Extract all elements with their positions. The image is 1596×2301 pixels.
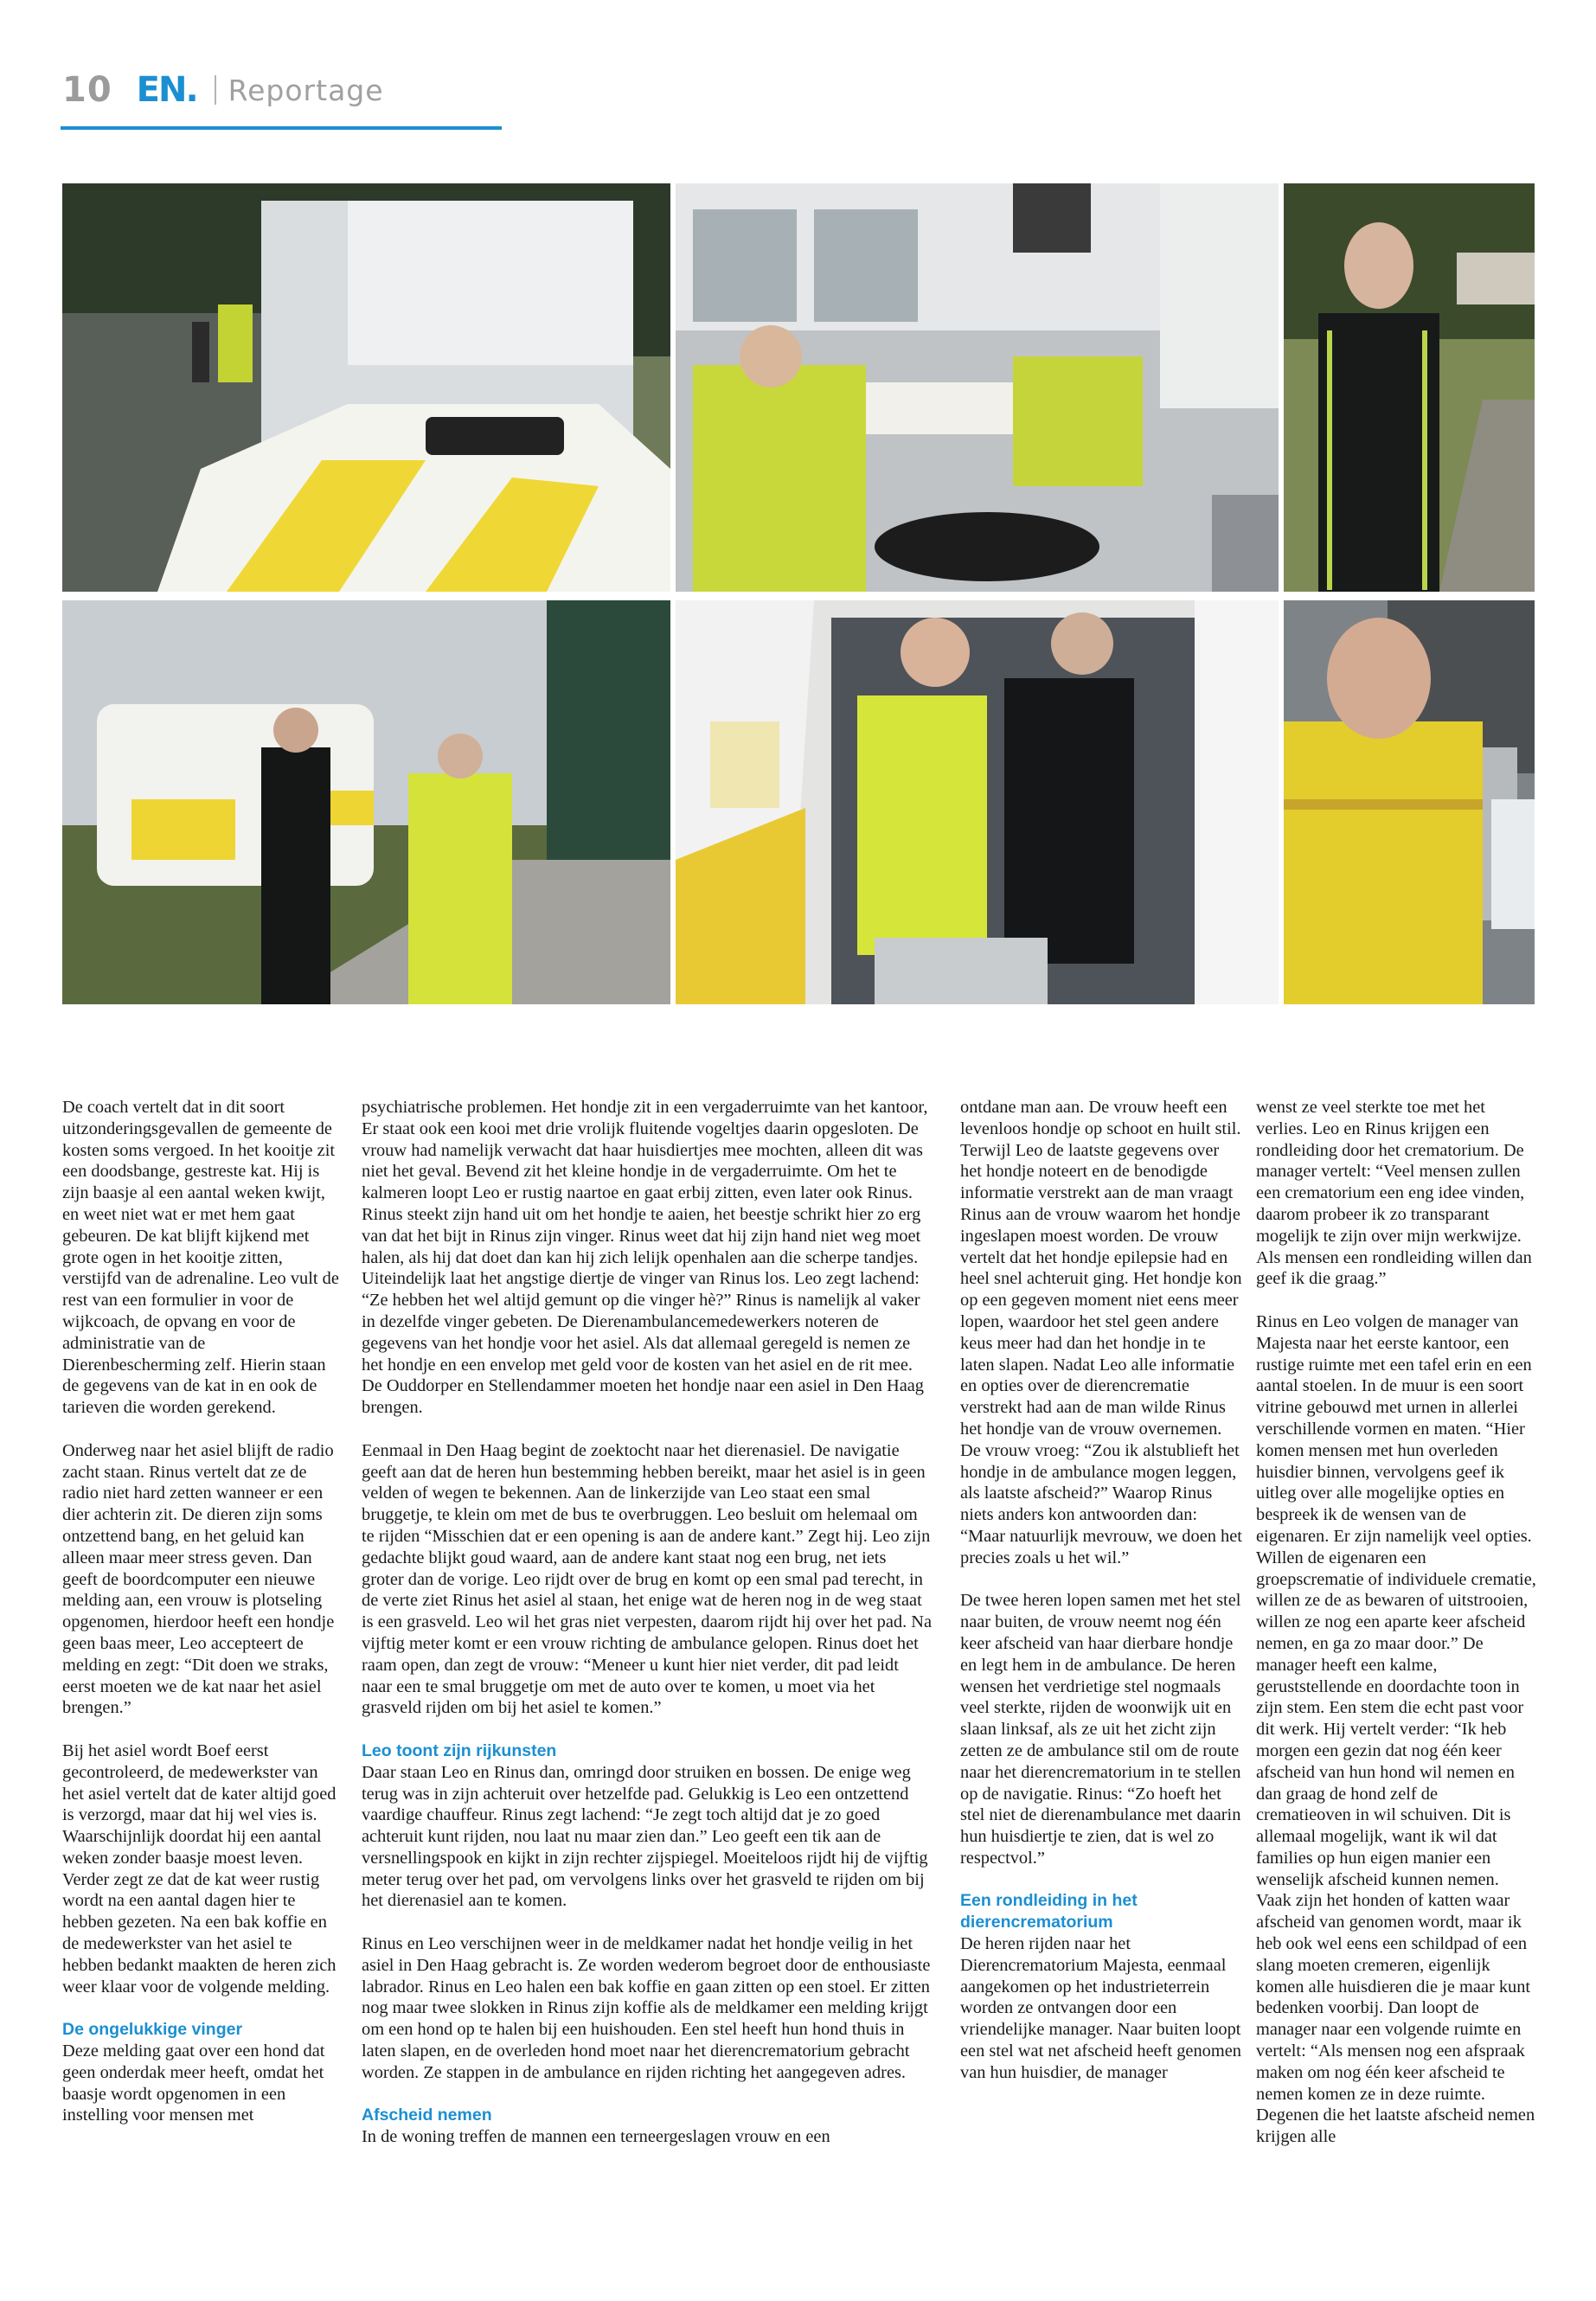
paragraph: De heren rijden naar het Dierencrematorium Majesta, eenmaal aangekomen op het industrieterrein worden ze ontvangen door een vriendelijke manager. Naar buiten loopt een stel wat net afscheid heeft genomen van hun huisdier, de manager — [960, 1934, 1241, 2082]
page-header — [62, 64, 384, 116]
paragraph: Daar staan Leo en Rinus dan, omringd door struiken en bossen. De enige weg terug was in zijn achteruit over hetzelfde pad. Gelukkig is Leo een ontzettend vaardige chauffeur. Rinus zegt lachend: “Je zegt toch altijd dat je zo goed achteruit kunt rijden, nou laat nu maar zien dan.” Leo geeft een tik aan de versnellingspook en kijkt in zijn rechter zijspiegel. Moeiteloos rijdt hij de vijftig meter terug over het pad, om vervolgens links over het grasveld te rijden om bij het dierenasiel aan te komen. — [362, 1762, 928, 1911]
paragraph: De coach vertelt dat in dit soort uitzonderingsgevallen de gemeente de kosten soms vergoed. In het kooitje zit een doodsbange, gestreste kat. Hij is zijn baasje al een aantal weken kwijt, en weet niet wat er met hem gaat gebeuren. De kat blijft kijkend met grote ogen in het kooitje zitten, verstijfd van de adrenaline. Leo vult de rest van een formulier in voor de wijkcoach, de opvang en voor de administratie van de Dierenbescherming zelf. Hierin staan de gegevens van de kat in en ook de tarieven die worden gerekend. — [62, 1098, 339, 1418]
photo-man-at-cage — [1284, 600, 1535, 1004]
article-column-2 — [362, 1097, 933, 2170]
paragraph: psychiatrische problemen. Het hondje zit in een vergaderruimte van het kantoor, Er staat ook een kooi met drie vrolijk fluitende vogeltjes daarin opgesloten. De vrouw had namelijk verwacht dat haar huisdiertjes mee mochten, alleen dit was niet het geval. Bevend zit het kleine hondje in de vergaderruimte. Om het te kalmeren loopt Leo er rustig naartoe en gaat erbij zitten, even later ook Rinus. Rinus steekt zijn hand uit om het hondje te aaien, het beestje schrikt hier zo erg van dat het bijt in Rinus zijn vinger. Rinus weet dat hij zijn hand niet weg moet halen, als hij dat doet dan kan hij zich lelijk openhalen aan die scherpe tandjes. Uiteindelijk laat het angstige diertje de vinger van Rinus los. Leo zegt lachend: “Ze hebben het wel altijd gemunt op die vinger hè?” Rinus is namelijk al vaker in dezelfde vinger gebeten. De Dierenambulancemedewerkers noteren de gegevens van het hondje voor het asiel. Als dat allemaal geregeld is nemen ze het hondje en een envelop met geld voor de kosten van het asiel en de rit mee. De Ouddorper en Stellendammer moeten het hondje naar een asiel in Den Haag brengen. — [362, 1098, 928, 1418]
photo-man-portrait — [1284, 183, 1535, 592]
paragraph: ontdane man aan. De vrouw heeft een levenloos hondje op schoot en huilt stil. Terwijl Leo de laatste gegevens over het hondje noteert en de benodigde informatie verstrekt aan de man vraagt Rinus aan de vrouw waarom het hondje ingeslapen moest worden. De vrouw vertelt dat het hondje epilepsie had en heel snel achteruit ging. Het hondje kon op een gegeven moment niet eens meer lopen, waardoor het stel geen andere keus meer had dan het hondje in te laten slapen. Nadat Leo alle informatie en opties over de dierencrematie verstrekt had aan de man wilde Rinus het hondje van de vrouw overnemen. De vrouw vroeg: “Zou ik alstublieft het hondje in de ambulance mogen leggen, als laatste afscheid?” Waarop Rinus niets anders kon antwoorden dan: “Maar natuurlijk mevrouw, we doen het precies zoals u het wil.” — [960, 1098, 1242, 1567]
subheading: Een rondleiding in het dierencrematorium — [960, 1891, 1138, 1932]
paragraph: Deze melding gaat over een hond dat geen onderdak meer heeft, omdat het baasje wordt opgenomen in een instelling voor mensen met — [62, 2041, 325, 2125]
photo-walking-to-shelter — [62, 600, 670, 1004]
page-number: 10 — [62, 70, 112, 110]
subheading: De ongelukkige vinger — [62, 2020, 243, 2040]
paragraph: Rinus en Leo volgen de manager van Majesta naar het eerste kantoor, een rustige ruimte met een tafel erin en een aantal stoelen. In de muur is een soort vitrine gebouwd met urnen in allerlei verschillende vormen en maten. “Hier komen mensen met hun overleden huisdier binnen, vervolgens geef ik uitleg over alle mogelijke opties en bespreek ik de wensen van de eigenaren. Er zijn namelijk veel opties. Willen de eigenaren een groepscrematie of individuele crematie, willen ze de as bewaren of uitstrooien, willen ze nog een aparte keer afscheid nemen, en ga zo maar door.” De manager heeft een kalme, geruststellende en doordachte toon in zijn stem. Een stem die echt past voor dit werk. Hij vertelt verder: “Ik heb morgen een gezin dat nog één keer afscheid van hun hond wil nemen en dan graag de hond zelf de crematieoven in wil schuiven. Dit is allemaal mogelijk, want ik wil dat families op hun eigen manier een wenselijk afscheid kunnen nemen. Vaak zijn het honden of katten waar afscheid van genomen wordt, maar ik heb ook wel eens een schildpad of een slang moeten cremeren, eigenlijk komen alle huisdieren die je maar kunt bedenken voorbij. Dan loopt de manager naar een volgende ruimte en vertelt: “Als mensen nog een afspraak maken om nog één keer afscheid te nemen komen ze in deze ruimte. Degenen die het laatste afscheid nemen krijgen alle — [1256, 1311, 1536, 2147]
header-rule — [61, 126, 502, 130]
paragraph: wenst ze veel sterkte toe met het verlies. Leo en Rinus krijgen een rondleiding door het crematorium. De manager vertelt: “Veel mensen zullen een crematorium een eng idee vinden, daarom probeer ik zo transparant mogelijk te zijn over mijn werkwijze. Als mensen een rondleiding willen dan geef ik die graag.” — [1256, 1098, 1532, 1289]
article-column-3 — [960, 1097, 1242, 2105]
article-column-4 — [1256, 1097, 1536, 2170]
photo-inside-van — [676, 600, 1279, 1004]
photo-meeting-room — [676, 183, 1279, 592]
header-separator — [215, 75, 216, 105]
section-label: Reportage — [228, 73, 384, 107]
paragraph: Bij het asiel wordt Boef eerst gecontroleerd, de medewerkster van het asiel vertelt dat de kater altijd goed is verzorgd, maar dat hij wel vies is. Waarschijnlijk doordat hij een aantal weken zonder baasje moest leven. Verder zegt ze dat de kat weer rustig wordt na een aantal dagen hier te hebben gezeten. Na een bak koffie en de medewerkster van het asiel te hebben bedankt maakten de heren zich weer klaar voor de volgende melding. — [62, 1740, 337, 1997]
en-logo: EN. — [136, 70, 197, 110]
paragraph: Onderweg naar het asiel blijft de radio zacht staan. Rinus vertelt dat ze de radio niet hard zetten wanneer er een dier achterin zit. De dieren zijn soms ontzettend bang, en het geluid kan alleen maar meer stress geven. Dan geeft de boordcomputer een nieuwe melding aan, een vrouw is plotseling opgenomen, hierdoor heeft een hondje geen baas meer, Leo accepteert de melding en zegt: “Dit doen we straks, eerst moeten we de kat naar het asiel brengen.” — [62, 1440, 335, 1718]
photo-ambulance-van — [62, 183, 670, 592]
paragraph: Eenmaal in Den Haag begint de zoektocht naar het dierenasiel. De navigatie geeft aan dat de heren hun bestemming hebben bereikt, maar het asiel is in geen velden of wegen te bekennen. Aan de linkerzijde van Leo staat een smal bruggetje, te klein om met de bus te overbruggen. Leo besluit om helemaal om te rijden “Misschien dat er een opening is aan de andere kant.” Zegt hij. Leo zijn gedachte blijkt goud waard, aan de andere kant staat nog een brug, net iets groter dan de vorige. Leo rijdt over de brug en komt op een smal pad terecht, in de verte ziet Rinus het asiel al staan, het enige wat de heren nog in de weg staat is een grasveld. Leo wil het gras niet verpesten, daarom rijdt hij over het pad. Na vijftig meter komt er een vrouw richting de ambulance gelopen. Rinus doet het raam open, dan zegt de vrouw: “Meneer u kunt hier niet verder, dit pad leidt naar een te smal bruggetje om met de auto over te komen, u moet via het grasveld rijden om bij het asiel te komen.” — [362, 1440, 933, 1718]
article-column-1 — [62, 1097, 343, 2148]
paragraph: In de woning treffen de mannen een terneergeslagen vrouw en een — [362, 2127, 830, 2147]
paragraph: Rinus en Leo verschijnen weer in de meldkamer nadat het hondje veilig in het asiel in Den Haag gebracht is. Ze worden wederom begroet door de enthousiaste labrador. Rinus en Leo halen een bak koffie en gaan zitten op een stoel. Er zitten nog maar twee slokken in Rinus zijn koffie als de meldkamer een melding krijgt om een hond op te halen bij een huishouden. Een stel heeft hun hond thuis in laten slapen, en de overleden hond moet naar het dierencrematorium gebracht worden. Ze stappen in de ambulance en rijden richting het aangegeven adres. — [362, 1934, 931, 2082]
subheading: Afscheid nemen — [362, 2106, 492, 2125]
paragraph: De twee heren lopen samen met het stel naar buiten, de vrouw neemt nog één keer afscheid van haar dierbare hondje en legt hem in de ambulance. De heren wensen het verdrietige stel nogmaals veel sterkte, rijden de woonwijk uit en slaan linksaf, als ze uit het zicht zijn zetten ze de ambulance stil om de route naar het dierencrematorium in te stellen op de navigatie. Rinus: “Zo hoeft het stel niet de dierenambulance met daarin hun huisdiertje te zien, dat is wel zo respectvol.” — [960, 1591, 1241, 1868]
subheading: Leo toont zijn rijkunsten — [362, 1740, 557, 1760]
